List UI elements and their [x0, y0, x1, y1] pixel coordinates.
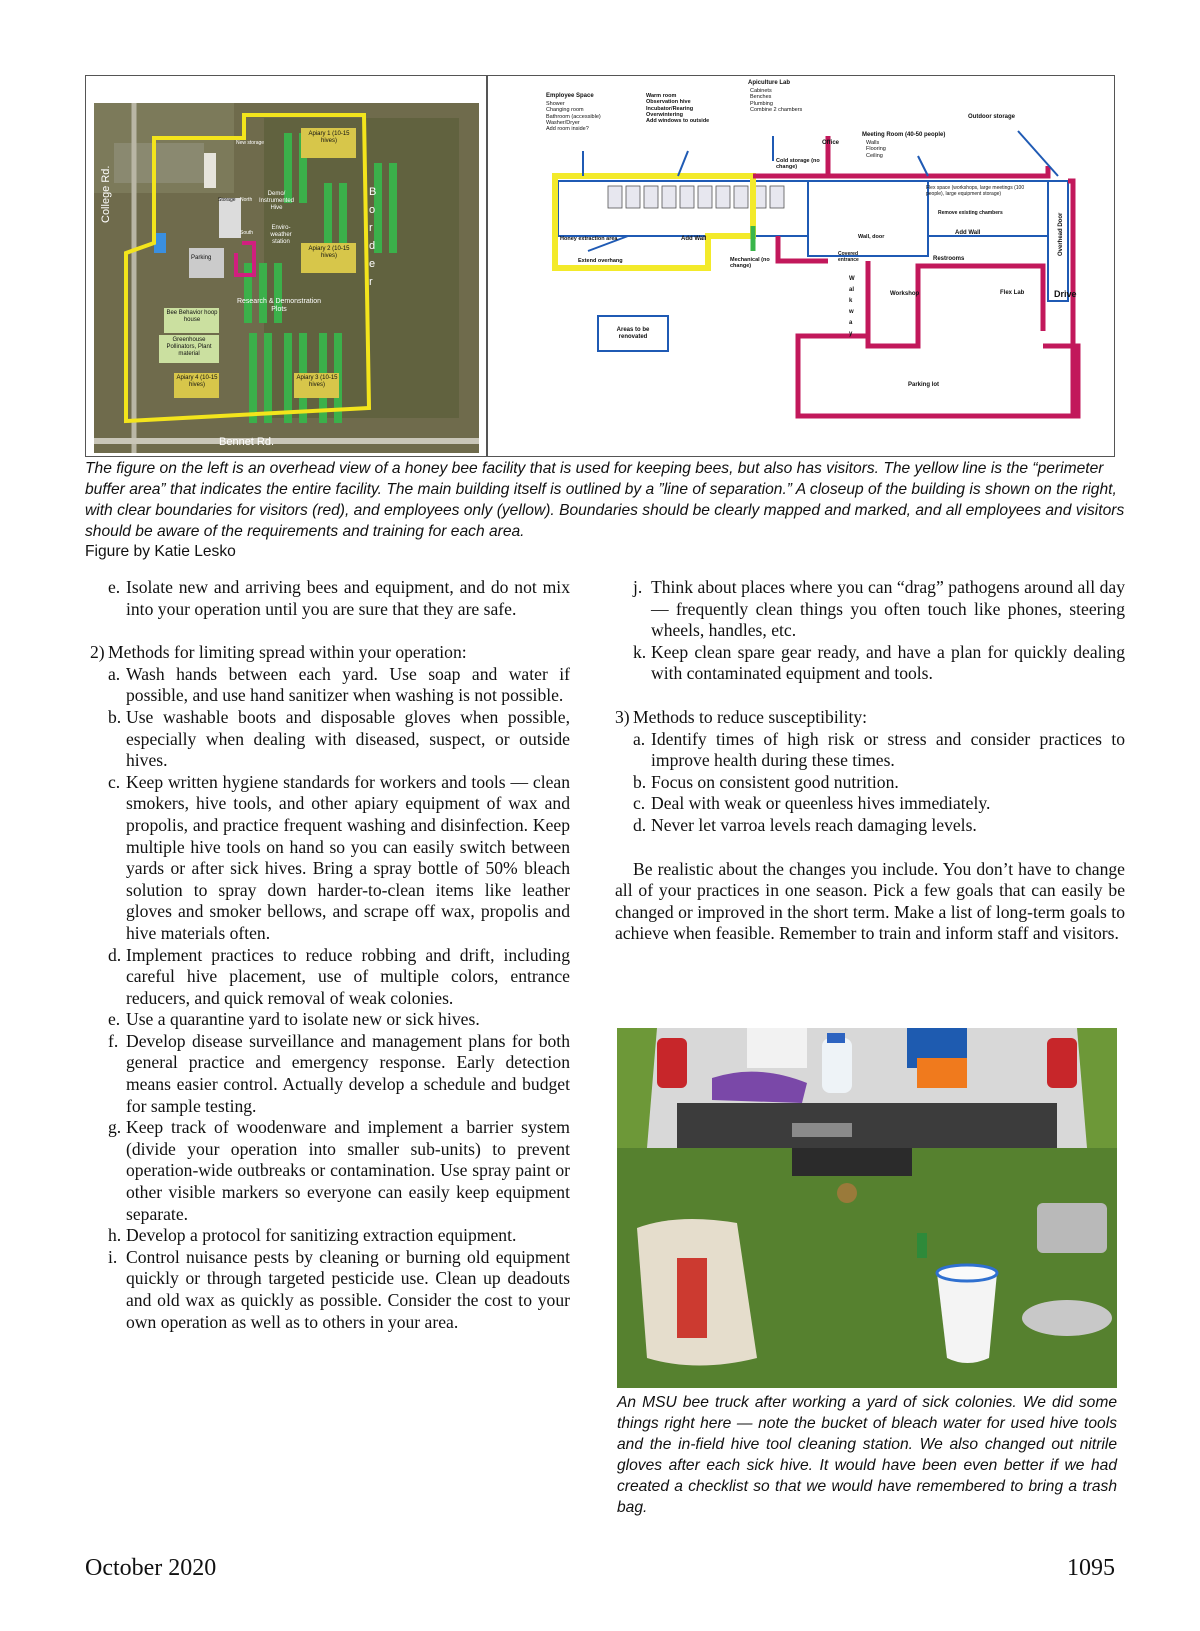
fp-flex-lab: Flex Lab [1000, 290, 1025, 296]
fp-meeting-item: Ceiling [866, 152, 883, 159]
footer-date: October 2020 [85, 1555, 217, 1581]
fp-cold-storage: Cold storage (no change) [776, 158, 820, 171]
aerial-apiary3: Apiary 3 (10-15 hives) [296, 375, 338, 388]
list-item [615, 772, 1125, 794]
list-item [90, 772, 570, 945]
fp-office: Office [822, 140, 840, 146]
fp-renovated-box [598, 316, 668, 351]
item-text: Develop disease surveillance and management plans for both general practice and emergency response. Early detection means easier control. Actually develop a schedule and budget for sample testing. [126, 1030, 570, 1116]
section-heading [90, 642, 570, 664]
figure-credit: Figure by Katie Lesko [85, 543, 236, 560]
fp-warm-item: Add windows to outside [646, 118, 710, 125]
fp-areas-renovated: Areas to be renovated [616, 326, 650, 340]
section-heading-text: Methods to reduce susceptibility: [633, 706, 868, 727]
fp-overhead-door: Overhead Door [1058, 212, 1064, 256]
fp-add-wall-1: Add Wall [681, 236, 707, 242]
list-item [90, 707, 570, 772]
fp-apiculture-item: Plumbing [750, 100, 773, 107]
fp-covered-entrance: Covered entrance [838, 251, 859, 263]
item-marker: b. [633, 771, 647, 792]
fp-honey-extraction: Honey extraction area [560, 236, 618, 242]
fp-workshop: Workshop [890, 291, 920, 297]
fp-flex-space-item: Remove existing chambers [938, 210, 1003, 216]
fp-meeting-item: Walls [866, 140, 880, 146]
item-text: Develop a protocol for sanitizing extraction equipment. [126, 1225, 517, 1246]
fp-apiculture-item: Benches [750, 94, 772, 101]
page-number: 1095 [1067, 1555, 1115, 1581]
item-text: Use a quarantine yard to isolate new or sick hives. [126, 1009, 480, 1030]
item-marker: e. [108, 1009, 121, 1030]
fp-employee-item: Washer/Dryer [546, 119, 580, 126]
fp-employee-items [546, 101, 601, 133]
item-marker: j. [633, 577, 643, 597]
item-text: Control nuisance pests by cleaning or burning old equipment quickly or through targeted pesticide use. Clean up deadouts and old wax as quickly as possible. Consider the cost to your own operation as well as to others in your area. [126, 1246, 570, 1332]
right-column [615, 577, 1125, 945]
fp-restrooms: Restrooms [933, 256, 965, 262]
fp-employee-item: Add room inside? [546, 126, 589, 133]
aerial-north: North [240, 197, 253, 203]
fp-meeting-title: Meeting Room (40-50 people) [862, 132, 946, 138]
item-marker: c. [633, 793, 646, 814]
fp-employee-item: Changing room [546, 107, 584, 114]
fp-drive: Drive [1054, 289, 1077, 299]
fp-mechanical: Mechanical (no change) [730, 257, 770, 270]
facility-figure [85, 75, 1115, 457]
item-marker: a. [633, 728, 646, 749]
section-marker: 3) [615, 706, 630, 727]
fp-apiculture-title: Apiculture Lab [748, 80, 791, 86]
list-item [615, 577, 1125, 642]
item-marker: b. [108, 706, 122, 727]
section-heading-text: Methods for limiting spread within your operation: [108, 642, 467, 663]
photo-caption: An MSU bee truck after working a yard of sick colonies. We did some things right here — note the bucket of bleach water for used hive tools and the in-field hive tool cleaning station. We also changed out nitrile gloves after each sick hive. It would have been even better if we had created a checklist so that we would have remembered to bring a trash bag. [617, 1394, 1117, 1516]
item-marker: f. [108, 1030, 119, 1051]
list-item [90, 664, 570, 707]
item-text: Never let varroa levels reach damaging levels. [651, 814, 977, 835]
aerial-storage: Storage [218, 197, 236, 203]
figure-divider [486, 76, 488, 456]
item-text: Identify times of high risk or stress and consider practices to improve health during these times. [651, 728, 1125, 771]
aerial-apiary4: Apiary 4 (10-15 hives) [176, 375, 218, 388]
fp-flex-space: Flex space (workshops, large meetings (100 people), large equipment storage) [926, 185, 1025, 197]
fp-employee-item: Shower [546, 101, 565, 107]
item-text: Think about places where you can “drag” pathogens around all day — frequently clean things you often touch like phones, steering wheels, handles, etc. [651, 577, 1125, 641]
item-text: Wash hands between each yard. Use soap and water if possible, and use hand sanitizer when washing is not possible. [126, 663, 570, 706]
fp-wall-door: Wall, door [858, 234, 885, 240]
item-text: Keep written hygiene standards for workers and tools — clean smokers, hive tools, and other apiary equipment of wax and propolis, and practice frequent washing and disinfection. Keep multiple hive tools on hand so you can easily switch between yards or after sick hives. Bring a spray bottle of 50% bleach solution to spray down harder-to-clean items like leather gloves and smoker bellows, and scrape off wax, propolis and hive materials often. [126, 771, 570, 943]
fp-apiculture-item: Combine 2 chambers [750, 106, 803, 113]
list-item [615, 729, 1125, 772]
section-heading [615, 707, 1125, 729]
fp-warm-item: Warm room [646, 93, 677, 99]
fp-apiculture-items [750, 88, 802, 113]
list-item [90, 577, 570, 620]
aerial-new-storage: New storage [236, 140, 265, 146]
item-marker: g. [108, 1117, 122, 1138]
list-item [90, 1009, 570, 1031]
aerial-greenhouse: Greenhouse Pollinators, Plant material [166, 337, 212, 357]
aerial-demo: Demo/ Instrumented Hive [258, 191, 295, 211]
fp-meeting-items [866, 140, 886, 159]
item-marker: k. [633, 641, 647, 662]
fp-warm-item: Incubator/Rearing [646, 105, 694, 112]
fp-warm-item: Overwintering [646, 111, 683, 118]
item-text: Keep track of woodenware and implement a barrier system (divide your operation into smaller sub-units) to prevent operation-wide outbreaks or contamination. Use spray paint or other visible markers so everyone can easily keep equipment separate. [126, 1117, 570, 1224]
aerial-parking: Parking [191, 255, 212, 261]
fp-outdoor-storage: Outdoor storage [968, 114, 1016, 120]
item-marker: a. [108, 663, 121, 684]
list-item [90, 1225, 570, 1247]
item-marker: i. [108, 1246, 118, 1267]
fp-apiculture-item: Cabinets [750, 88, 772, 94]
item-marker: d. [633, 814, 647, 835]
list-item [90, 1117, 570, 1225]
item-text: Deal with weak or queenless hives immediately. [651, 793, 991, 814]
item-text: Focus on consistent good nutrition. [651, 771, 899, 792]
fp-employee-title: Employee Space [546, 93, 594, 99]
aerial-hoop: Bee Behavior hoop house [166, 310, 218, 323]
aerial-border-label: Border [369, 186, 377, 288]
item-text: Keep clean spare gear ready, and have a plan for quickly dealing with contaminated equipment and tools. [651, 641, 1125, 684]
truck-photo [617, 1028, 1117, 1388]
list-item [90, 1031, 570, 1117]
left-column [90, 577, 570, 1333]
item-marker: h. [108, 1225, 122, 1246]
aerial-road-left: College Rd. [100, 165, 112, 223]
fp-meeting-item: Flooring [866, 146, 886, 153]
fp-employee-item: Bathroom (accessible) [546, 113, 601, 120]
list-item [615, 815, 1125, 837]
aerial-apiary2: Apiary 2 (10-15 hives) [308, 246, 350, 259]
body-paragraph: Be realistic about the changes you include. You don’t have to change all of your practices in one season. Pick a few goals that can easily be changed or improved in the short term. Make a list of long-term goals to achieve when feasible. Remember to train and inform staff and visitors. [615, 858, 1125, 944]
fp-warm-item: Observation hive [646, 99, 691, 106]
item-marker: d. [108, 944, 122, 965]
fp-extend-overhang: Extend overhang [578, 258, 623, 264]
fp-add-wall-2: Add Wall [955, 230, 981, 236]
list-item [90, 945, 570, 1010]
floorplan-diagram [498, 76, 1114, 456]
fp-parking-lot: Parking lot [908, 382, 940, 388]
item-text: Use washable boots and disposable gloves when possible, especially when dealing with diseased, suspect, or outside hives. [126, 706, 570, 771]
aerial-road-bottom: Bennet Rd. [219, 436, 275, 448]
aerial-south: South [240, 230, 254, 236]
item-text: Implement practices to reduce robbing and drift, including careful hive placement, use of multiple colors, entrance reducers, and quick removal of weak colonies. [126, 944, 570, 1008]
aerial-enviro: Enviro-weather station [270, 225, 292, 245]
aerial-view-image [94, 103, 479, 453]
aerial-apiary1: Apiary 1 (10-15 hives) [308, 131, 350, 144]
list-item [90, 1247, 570, 1333]
aerial-research: Research & Demonstration Plots [236, 298, 322, 314]
section-marker: 2) [90, 642, 105, 663]
fp-walkway: Walkway [849, 276, 855, 337]
figure-caption: The figure on the left is an overhead view of a honey bee facility that is used for keeping bees, but also has visitors. The yellow line is the “perimeter buffer area” that indicates the entire facility. The main building itself is outlined by a ”line of separation.” A closeup of the building is shown on the right, with clear boundaries for visitors (red), and employees only (yellow). Boundaries should be clearly mapped and marked, and all employees and visitors should be aware of the requirements and training for each area. [85, 460, 1125, 540]
list-item [615, 642, 1125, 685]
item-text: Isolate new and arriving bees and equipment, and do not mix into your operation until you are sure that they are safe. [126, 577, 570, 619]
list-item [615, 793, 1125, 815]
item-marker: e. [108, 577, 121, 597]
fp-warm-items [646, 93, 709, 125]
item-marker: c. [108, 771, 121, 792]
